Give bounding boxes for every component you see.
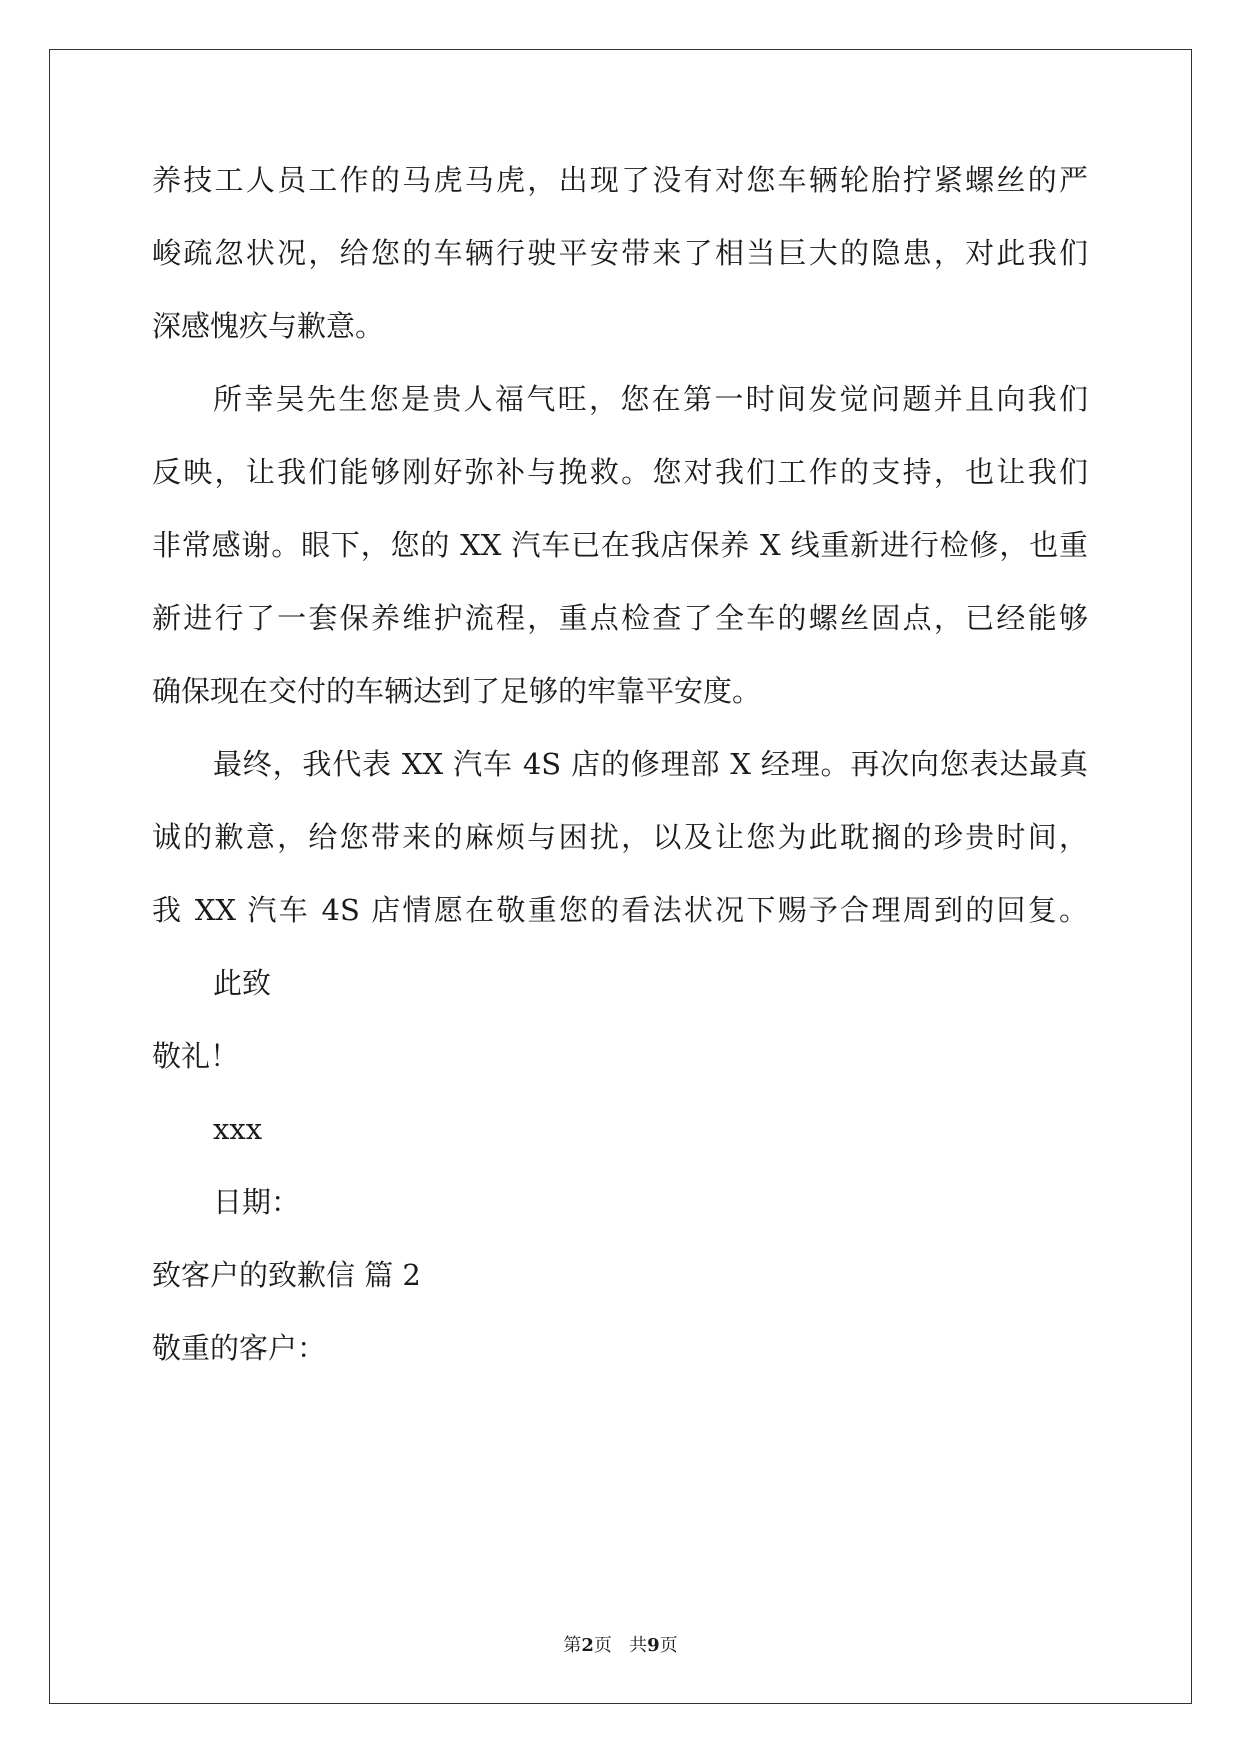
body-line: 我 XX 汽车 4S 店情愿在敬重您的看法状况下赐予合理周到的回复。	[152, 893, 1088, 927]
body-line: 反映，让我们能够刚好弥补与挽救。您对我们工作的支持，也让我们	[152, 455, 1088, 489]
paragraph-start-line: 最终，我代表 XX 汽车 4S 店的修理部 X 经理。再次向您表达最真	[213, 747, 1088, 781]
closing-salutation: 此致	[213, 966, 272, 1000]
total-prefix: 共	[629, 1635, 648, 1656]
body-line: 养技工人员工作的马虎马虎，出现了没有对您车辆轮胎拧紧螺丝的严	[152, 163, 1088, 197]
body-line: 非常感谢。眼下，您的 XX 汽车已在我店保养 X 线重新进行检修，也重	[152, 528, 1088, 562]
body-line: 新进行了一套保养维护流程，重点检查了全车的螺丝固点，已经能够	[152, 601, 1088, 635]
signature: xxx	[213, 1112, 263, 1146]
body-line: 深感愧疚与歉意。	[152, 309, 385, 343]
paragraph-start-line: 所幸吴先生您是贵人福气旺，您在第一时间发觉问题并且向我们	[213, 382, 1088, 416]
body-line: 峻疏忽状况，给您的车辆行驶平安带来了相当巨大的隐患，对此我们	[152, 236, 1088, 270]
page-border	[49, 49, 1192, 1704]
page-prefix: 第	[563, 1635, 582, 1656]
greeting: 敬重的客户：	[152, 1331, 327, 1365]
total-suffix: 页	[659, 1635, 678, 1656]
body-line: 确保现在交付的车辆达到了足够的牢靠平安度。	[152, 674, 762, 708]
page-current: 2	[581, 1635, 594, 1656]
page-suffix: 页	[593, 1635, 612, 1656]
date-line: 日期：	[213, 1185, 301, 1219]
page-total: 9	[647, 1635, 660, 1656]
body-line: 诚的歉意，给您带来的麻烦与困扰，以及让您为此耽搁的珍贵时间，	[152, 820, 1088, 854]
page-footer	[0, 1634, 1241, 1658]
closing-regards: 敬礼！	[152, 1039, 240, 1073]
section-heading: 致客户的致歉信 篇 2	[152, 1258, 421, 1292]
